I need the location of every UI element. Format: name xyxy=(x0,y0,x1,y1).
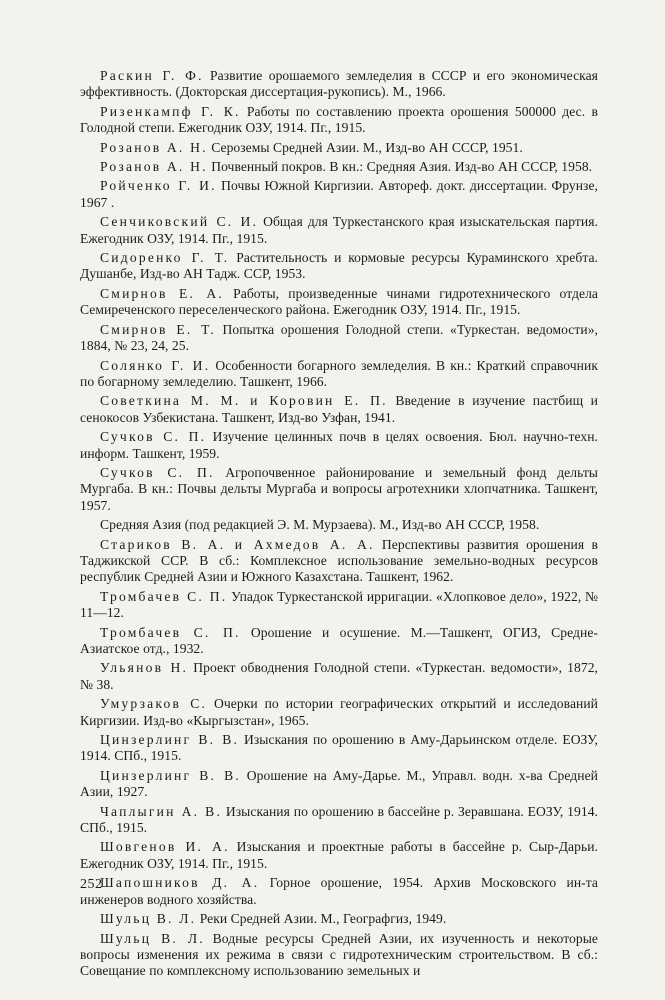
bibliography-entry xyxy=(80,178,598,211)
bibliography-entry xyxy=(80,286,598,319)
entry-author: Ульянов Н. xyxy=(100,660,189,676)
entry-text: Изыскания по орошению в бассейне р. Зеравшана. ЕОЗУ, 1914. СПб., 1915. xyxy=(80,803,598,836)
entry-author: Сенчиковский С. И. xyxy=(100,214,259,230)
entry-text: Общая для Туркестанского края изыскательская партия. Ежегодник ОЗУ, 1914. Пг., 1915. xyxy=(80,214,598,246)
entry-author: Розанов А. Н. xyxy=(100,159,208,175)
bibliography-entry xyxy=(80,517,598,533)
entry-text: Перспективы развития орошения в Таджикской ССР. В сб.: Комплексное использование земельно-водных ресурсов республик Средней Азии и Южного Казахстана. Ташкент, 1962. xyxy=(80,536,598,585)
entry-author: Сидоренко Г. Т. xyxy=(100,250,230,266)
entry-text: Орошение и осушение. М.—Ташкент, ОГИЗ, Средне-Азиатское отд., 1932. xyxy=(80,624,598,656)
bibliography-entry xyxy=(80,768,598,801)
entry-author: Шовгенов И. А. xyxy=(100,839,230,855)
bibliography-entry xyxy=(80,875,598,908)
bibliography-entry xyxy=(80,732,598,765)
bibliography-entry xyxy=(80,465,598,514)
entry-author: Смирнов Е. Т. xyxy=(100,321,216,337)
entry-text: Упадок Туркестанской ирригации. «Хлопковое дело», 1922, № 11—12. xyxy=(80,588,598,621)
entry-author: Тромбачев С. П. xyxy=(100,624,241,640)
entry-text: Работы, произведенные чинами гидротехнического отдела Семиреченского переселенческого района. Ежегодник ОЗУ, 1914. Пг., 1915. xyxy=(80,285,598,318)
entry-text: Почвенный покров. В кн.: Средняя Азия. Изд-во АН СССР, 1958. xyxy=(207,159,593,175)
entry-author: Смирнов Е. А. xyxy=(100,285,224,301)
bibliography-entry xyxy=(80,537,598,586)
bibliography-entry xyxy=(80,104,598,137)
entry-text: Введение в изучение пастбищ и сенокосов Узбекистана. Ташкент, Изд-во Узфан, 1941. xyxy=(80,393,599,425)
entry-text: Средняя Азия (под редакцией Э. М. Мурзаева). М., Изд-во АН СССР, 1958. xyxy=(100,517,540,533)
entry-author: Стариков В. А. и Ахмедов А. А. xyxy=(100,536,375,552)
entry-text: Орошение на Аму-Дарье. М., Управл. водн. х-ва Средней Азии, 1927. xyxy=(80,767,598,800)
entry-author: Умурзаков С. xyxy=(100,696,208,712)
bibliography-entry xyxy=(80,839,598,872)
entry-author: Ройченко Г. И. xyxy=(100,178,217,194)
bibliography-entry xyxy=(80,159,598,175)
entry-author: Советкина М. М. и Коровин Е. П. xyxy=(100,393,388,409)
entry-text: Изучение целинных почв в целях освоения. Бюл. научно-техн. информ. Ташкент, 1959. xyxy=(80,429,599,461)
entry-author: Солянко Г. И. xyxy=(100,357,211,373)
entry-text: Попытка орошения Голодной степи. «Туркестан. ведомости», 1884, № 23, 24, 25. xyxy=(80,321,598,354)
entry-text: Реки Средней Азии. М., Географгиз, 1949. xyxy=(196,911,447,927)
entry-text: Работы по составлению проекта орошения 500000 дес. в Голодной степи. Ежегодник ОЗУ, 1914. Пг., 1915. xyxy=(80,103,598,136)
entry-author: Тромбачев С. П. xyxy=(100,588,228,604)
bibliography-entry xyxy=(80,660,598,693)
entry-author: Цинзерлинг В. В. xyxy=(100,767,241,783)
bibliography-entry xyxy=(80,911,598,927)
entry-author: Чаплыгин А. В. xyxy=(100,803,223,819)
entry-author: Раскин Г. Ф. xyxy=(100,68,204,83)
entry-text: Особенности богарного земледелия. В кн.: Краткий справочник по богарному земледелию. Ташкент, 1966. xyxy=(80,357,598,389)
entry-author: Сучков С. П. xyxy=(100,464,215,480)
entry-author: Шульц В. Л. xyxy=(100,930,205,946)
entry-author: Цинзерлинг В. В. xyxy=(100,732,240,748)
bibliography-entry xyxy=(80,804,598,837)
bibliography-entry xyxy=(80,140,598,156)
entry-text: Агропочвенное районирование и земельный фонд дельты Мургаба. В кн.: Почвы дельты Мургаба и вопросы агротехники хлопчатника. Ташкент, 1957. xyxy=(80,464,598,513)
entry-text: Горное орошение, 1954. Архив Московского ин-та инженеров водного хозяйства. xyxy=(80,875,599,907)
bibliography-entry xyxy=(80,214,598,247)
bibliography-entry xyxy=(80,625,598,658)
bibliography-entry xyxy=(80,931,598,980)
entry-author: Розанов А. Н. xyxy=(100,139,208,155)
entry-text: Изыскания по орошению в Аму-Дарьинском отделе. ЕОЗУ, 1914. СПб., 1915. xyxy=(80,732,598,764)
bibliography-entry xyxy=(80,393,598,426)
bibliography-entry xyxy=(80,322,598,355)
bibliography-entry xyxy=(80,358,598,391)
entry-text: Проект обводнения Голодной степи. «Туркестан. ведомости», 1872, № 38. xyxy=(80,660,598,692)
entry-text: Очерки по истории географических открытий и исследований Киргизии. Изд-во «Кыргызстан», 1965. xyxy=(80,696,598,728)
bibliography-entry xyxy=(80,429,598,462)
entry-text: Развитие орошаемого земледелия в СССР и его экономическая эффективность. (Докторская диссертация-рукопись). М., 1966. xyxy=(80,68,598,100)
bibliography-entry xyxy=(80,696,598,729)
entry-author: Ризенкампф Г. К. xyxy=(100,103,241,119)
page-number: 252 xyxy=(80,877,103,892)
entry-text: Сероземы Средней Азии. М., Изд-во АН СССР, 1951. xyxy=(207,139,523,155)
entry-text: Почвы Южной Киргизии. Автореф. докт. диссертации. Фрунзе, 1967 . xyxy=(80,178,598,210)
bibliography-list xyxy=(80,68,598,983)
bibliography-entry xyxy=(80,250,598,283)
bibliography-entry xyxy=(80,589,598,622)
entry-author: Шапошников Д. А. xyxy=(100,875,260,891)
entry-author: Сучков С. П. xyxy=(100,429,207,445)
bibliography-entry xyxy=(80,68,598,101)
entry-text: Изыскания и проектные работы в бассейне р. Сыр-Дарьи. Ежегодник ОЗУ, 1914. Пг., 1915. xyxy=(80,839,598,871)
entry-author: Шульц В. Л. xyxy=(100,911,197,927)
entry-text: Растительность и кормовые ресурсы Кураминского хребта. Душанбе, Изд-во АН Тадж. ССР, 1953. xyxy=(80,250,599,282)
entry-text: Водные ресурсы Средней Азии, их изученность и некоторые вопросы изменения их режима в связи с гидротехническим строительством. В сб.: Совещание по комплексному использованию земельных и xyxy=(80,930,598,979)
